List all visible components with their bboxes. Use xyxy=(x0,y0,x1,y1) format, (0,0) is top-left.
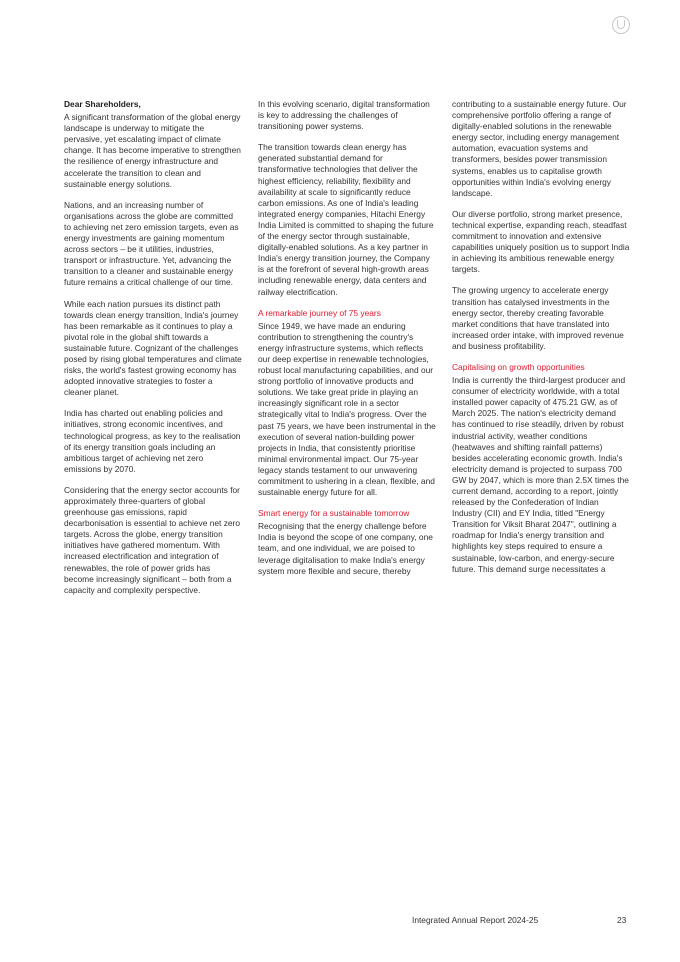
paragraph: contributing to a sustainable energy future. Our comprehensive portfolio offering a range of digitally-enabled solutions in the renewable energy sector, including energy management automation, evacuation systems and transformers, besides power transmission systems, enables us to capitalise growth opportunities within India's evolving energy landscape. xyxy=(452,99,627,198)
paragraph: Considering that the energy sector accounts for approximately three-quarters of global greenhouse gas emissions, rapid decarbonisation is essential to achieve net zero targets. Across the globe, energy transition initiatives have gathered momentum. With increased electrification and integration of renewables, the role of power grids has become increasingly significant – both from a capacity and complexity perspective. xyxy=(64,484,240,595)
paragraph: Our diverse portfolio, strong market presence, technical expertise, expanding reach, steadfast commitment to innovation and extensive capabilities uniquely position us to support India in achieving its ambitious renewable energy targets. xyxy=(452,208,630,275)
section-heading: Capitalising on growth opportunities xyxy=(452,361,585,372)
paragraph: India has charted out enabling policies and initiatives, strong economic incentives, and technological progress, as key to the realisation of its energy transition goals including an ambitious target of achieving net zero emissions by 2070. xyxy=(64,408,241,474)
column-left xyxy=(64,99,242,606)
paragraph: Nations, and an increasing number of organisations across the globe are committed to achieving net zero emission targets, even as energy investments are gaining momentum across sectors – be it utilities, industries, transport or infrastructure. Yet, advancing the transition to a cleaner and sustainable energy future remains a critical challenge of our time. xyxy=(64,199,239,288)
column-right xyxy=(452,99,630,585)
footer-report-title: Integrated Annual Report 2024-25 xyxy=(412,915,539,925)
section-heading: A remarkable journey of 75 years xyxy=(258,307,381,318)
company-logo-icon xyxy=(612,16,630,34)
page-number: 23 xyxy=(617,915,627,925)
column-middle xyxy=(258,99,436,587)
paragraph: The transition towards clean energy has generated substantial demand for transformative technologies that deliver the highest efficiency, reliability, flexibility and availability at scale to significantly reduce carbon emissions. As one of India's leading integrated energy companies, Hitachi Energy India Limited is committed to shaping the future of the energy sector through sustainable, digitally-enabled solutions. As a key partner in India's energy transition journey, the Company is at the forefront of several high-growth areas including renewable energy, data centers and railway electrification. xyxy=(258,142,434,297)
paragraph: A significant transformation of the global energy landscape is underway to mitigate the pervasive, yet escalating impact of climate change. It has become imperative to strengthen the resilience of energy infrastructure and accelerate the transition to clean and sustainable energy solutions. xyxy=(64,112,241,189)
paragraph: While each nation pursues its distinct path towards clean energy transition, India's journey has been remarkable as it continues to play a pivotal role in the global shift towards a sustainable future. Cognizant of the challenges posed by rising global temperatures and climate risks, the world's fastest growing economy has adopted innovative strategies to foster a cleaner planet. xyxy=(64,298,242,398)
greeting: Dear Shareholders, xyxy=(64,99,141,109)
paragraph: India is currently the third-largest producer and consumer of electricity worldwide, with a total installed power capacity of 475.21 GW, as of March 2025. The nation's electricity demand has continued to rise steadily, driven by robust industrial activity, weather conditions (heatwaves and shifting rainfall patterns) besides accelerating economic growth. India's electricity demand is projected to surpass 700 GW by 2047, which is more than 2.5X times the current demand, according to a report, jointly released by the Confederation of Indian Industry (CII) and EY India, titled "Energy Transition for Viksit Bharat 2047", outlining a roadmap for India's energy transition and highlights key steps required to ensure a sustainable, low-carbon, and energy-secure future. This demand surge necessitates a xyxy=(452,375,629,574)
paragraph: Recognising that the energy challenge before India is beyond the scope of one company, one team, and one individual, we are poised to leverage digitalisation to make India's energy system more flexible and secure, thereby xyxy=(258,521,433,576)
section-heading: Smart energy for a sustainable tomorrow xyxy=(258,508,410,519)
paragraph: The growing urgency to accelerate energy transition has catalysed investments in the energy sector, thereby creating favorable market conditions that have translated into increased order intake, with improved revenue and business profitability. xyxy=(452,285,624,351)
paragraph: In this evolving scenario, digital transformation is key to addressing the challenges of transitioning power systems. xyxy=(258,99,430,132)
paragraph: Since 1949, we have made an enduring contribution to strengthening the country's energy infrastructure systems, which reflects our deep expertise in renewable technologies, robust local manufacturing capabilities, and our strong portfolio of innovative products and solutions. We take great pride in playing an increasingly significant role in a sector strategically vital to India's progress. Over the past 75 years, we have been instrumental in the execution of several nation-building power projects in India, that consistently prioritise minimal environmental impact. Our 75-year legacy stands testament to our unwavering commitment to ushering in a clean, flexible, and sustainable energy future for all. xyxy=(258,320,436,498)
